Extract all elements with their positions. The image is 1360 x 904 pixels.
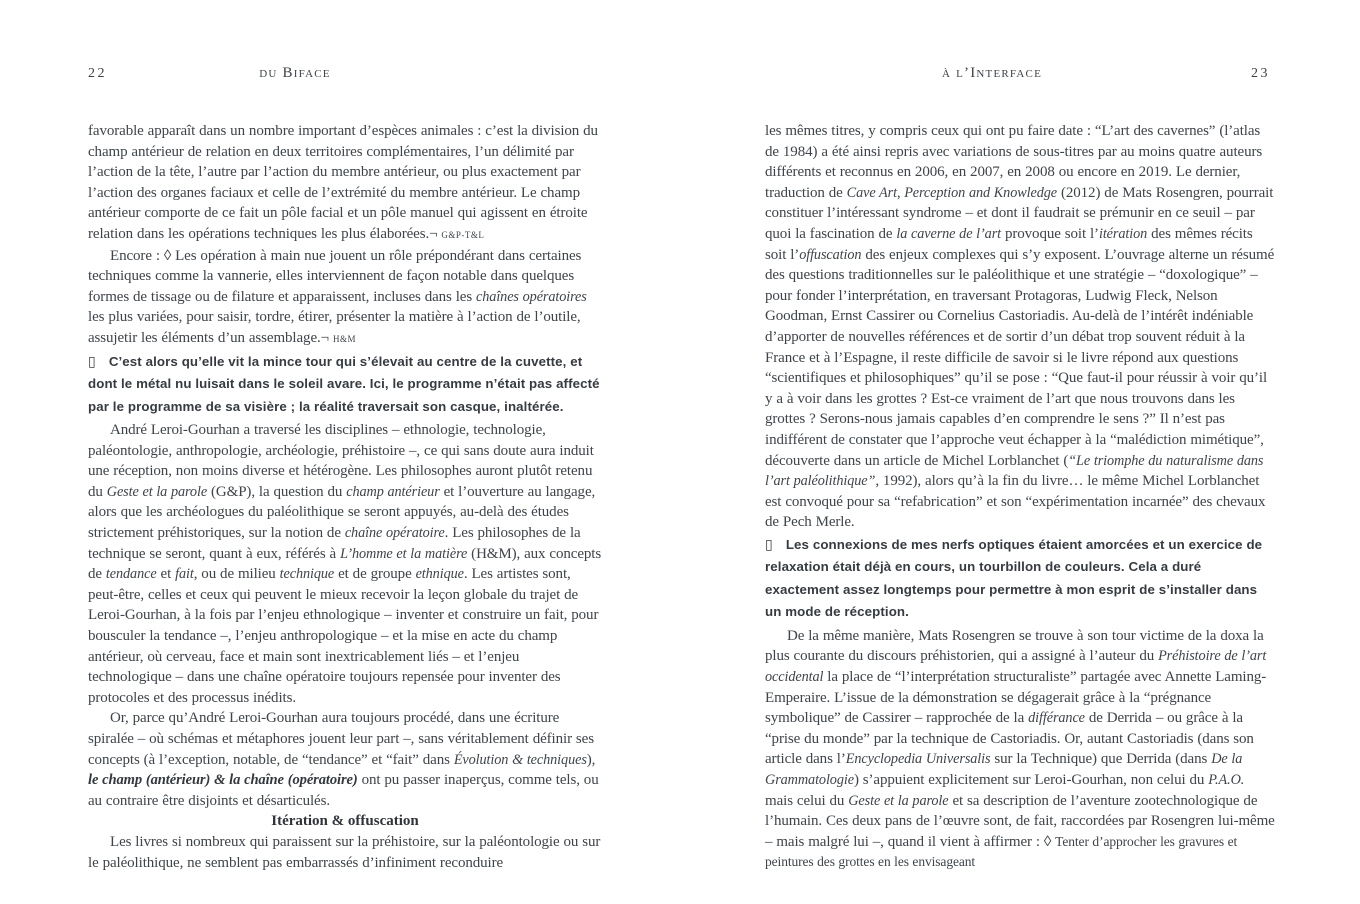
text-segment: provoque soit l’ <box>1001 225 1099 242</box>
lozenge-icon: ◊ <box>1043 833 1056 850</box>
text-segment: (2012) de Mats Rosengren, pourrait constituer l’intéressant syndrome – et dont il faudrait se prémunir en ce seuil – par quoi la fascination de <box>765 184 1274 242</box>
end-mark-icon: ¬ <box>320 329 333 346</box>
text-segment: et <box>156 566 176 583</box>
lozenge-icon: ◊ <box>163 247 176 264</box>
text-segment: des mêmes récits soit l’ <box>765 225 1253 263</box>
text-segment: et l’ouverture au langage, alors que les archéologues du paléolithique se seront appuyés, au-delà des études strictement préhistoriques, sur la notion de <box>88 483 596 541</box>
end-mark-icon: ¬ <box>429 225 442 242</box>
text-segment: De la Grammatologie <box>765 751 1243 789</box>
text-column-left <box>88 121 602 874</box>
text-segment: le champ (antérieur) & la chaîne (opératoire) <box>88 772 358 789</box>
text-segment: ont pu passer inaperçus, comme tels, ou au contraire être disjoints et désarticulés. <box>88 772 599 809</box>
source-abbreviation: H&M <box>332 333 356 344</box>
text-segment: . Les artistes sont, peut-être, celles et ceux qui peuvent le mieux recevoir la leçon globale du trajet de Leroi-Gourhan, à la fois par l’enjeu ethnologique – inventer et construire un fait, pour bousculer la tendance –, l’enjeu anthropologique – et la mise en acte du champ antérieur, où cerveau, face et main sont inextricablement liés – et l’enjeu technologique – dans une chaîne opératoire toujours repensée pour inventer des protocoles et des processus inédits. <box>88 566 599 706</box>
text-segment: chaîne opératoire <box>344 525 445 541</box>
text-segment: Encyclopedia Universalis <box>845 751 991 768</box>
text-segment: et de groupe <box>334 566 416 583</box>
text-segment: la caverne de l’art <box>896 225 1002 242</box>
running-head-left: du Biface <box>259 65 331 81</box>
text-segment: “Le triomphe du naturalisme dans l’art paléolithique” <box>765 452 1264 490</box>
text-segment: Préhistoire de l’art occidental <box>765 648 1267 686</box>
text-segment: des enjeux complexes qui s’y exposent. L’ouvrage alterne un résumé des questions traditionnelles sur le paléolithique et une stratégie – “doxologique” – pour fonder l’interprétation, en traversant Protagoras, Ludwig Fleck, Nelson Goodman, Ernst Cassirer ou Cornelius Castoriadis. Au-delà de l’intérêt indéniable d’apporter de nouvelles références et de sortir d’un débat trop souvent réduit à la France et à l’Espagne, il reste difficile de savoir si le livre répond aux questions “scientifiques et philosophiques” qu’il se pose : “Que faut-il pour réussir à voir qu’il y a à voir dans les grottes ? Est-ce vraiment de l’art que nous trouvons dans les grottes ? Serons-nous jamais capables d’en comprendre le sens ?” Il n’est pas indifférent de constater que l’approche veut échapper à la “malédiction mimétique”, découverte dans un article de Michel Lorblanchet ( <box>765 246 1275 469</box>
text-segment: Encore : <box>110 247 164 264</box>
quote-marker-icon: ▯ <box>765 536 773 553</box>
text-segment: L’homme et la matière <box>340 545 468 562</box>
body-paragraph <box>88 246 602 350</box>
text-segment: ethnique <box>415 566 464 583</box>
text-segment: Les livres si nombreux qui paraissent sur la préhistoire, sur la paléontologie ou sur le paléolithique, ne semblent pas embarrassés d’infiniment reconduire <box>88 834 601 871</box>
body-paragraph <box>765 121 1275 533</box>
text-segment: itération <box>1098 225 1148 242</box>
text-segment: . Les philosophes de la technique se seront, quant à eux, référés à <box>88 525 581 562</box>
body-paragraph <box>765 626 1275 873</box>
text-segment: offuscation <box>799 246 862 263</box>
text-segment: les mêmes titres, y compris ceux qui ont pu faire date : “L’art des cavernes” (l’atlas de 1984) a été ainsi repris avec variations de sous-titres par au moins quatre auteurs différents et reconnus en 2006, en 2007, en 2008 ou encore en 2019. Le dernier, traduction de <box>765 123 1263 201</box>
page-number-left: 22 <box>88 66 107 81</box>
text-segment: ) s’appuient explicitement sur Leroi-Gourhan, non celui du <box>853 772 1209 789</box>
text-segment: Geste et la parole <box>106 483 208 500</box>
machine-quote-paragraph <box>88 351 602 419</box>
text-segment: favorable apparaît dans un nombre important d’espèces animales : c’est la division du champ antérieur de relation en deux territoires complémentaires, l’un délimité par l’action de la tête, l’autre par l’action du membre antérieur, ou plus exactement par l’action des organes faciaux et celle de l’extrémité du membre antérieur. Le champ antérieur comporte de ce fait un pôle facial et un pôle manuel qui agissent en étroite relation dans les opérations techniques les plus élaborées. <box>88 123 598 242</box>
text-segment: De la même manière, Mats Rosengren se trouve à son tour victime de la doxa la plus courante du discours préhistorien, qui a assigné à l’auteur du <box>765 627 1264 665</box>
text-segment: et sa description de l’aventure zootechnologique de l’humain. Ces deux pans de l’œuvre sont, de fait, raccordées par Rosengren lui-même – mais malgré lui –, quand il vient à affirmer : <box>765 792 1275 850</box>
source-abbreviation: G&P-T&L <box>441 229 485 240</box>
section-heading <box>88 811 602 832</box>
text-segment: Geste et la parole <box>848 792 949 809</box>
text-segment: de Derrida – ou grâce à la “prise du monde” par la technique de Castoriadis. Or, autant Castoriadis (dans son article dans l’ <box>765 710 1254 768</box>
text-segment: , ou de milieu <box>193 566 280 583</box>
text-segment: différance <box>1028 710 1085 727</box>
text-segment: champ antérieur <box>346 483 440 500</box>
text-segment: la place de “l’interprétation structuraliste” partagée avec Annette Laming-Emperaire. L’issue de la démonstration se dégagerait grâce à la “prégnance symbolique” de Cassirer – rapprochée de la <box>765 669 1267 727</box>
text-segment: chaînes opératoires <box>476 288 587 305</box>
body-paragraph <box>88 832 602 873</box>
body-paragraph <box>88 121 602 246</box>
text-segment: Évolution & techniques <box>453 751 587 768</box>
text-segment: mais celui du <box>765 792 849 809</box>
text-segment: ), <box>586 751 596 768</box>
text-segment: André Leroi-Gourhan a traversé les disciplines – ethnologie, technologie, paléontologie, anthropologie, archéologie, préhistoire –, ce qui sans doute aura induit une réception, non moins diverse et hétérogène. Les philosophes auront plutôt retenu du <box>88 422 594 500</box>
text-segment: fait <box>175 566 194 583</box>
text-segment: C’est alors qu’elle vit la mince tour qui s’élevait au centre de la cuvette, et dont le métal nu luisait dans le soleil avare. Ici, le programme n’était pas affecté par le programme de sa visière ; la réalité traversait son casque, inaltérée. <box>88 353 600 414</box>
text-segment: , 1992), alors qu’à la fin du livre… le même Michel Lorblanchet est convoqué pour sa “refabrication” et son “expérimentation incarnée” des chevaux de Pech Merle. <box>765 473 1266 531</box>
text-segment: Tenter d’approcher les gravures et peintures des grottes en les envisageant <box>765 833 1238 870</box>
text-segment: (G&P), la question du <box>207 483 347 500</box>
text-column-right <box>765 121 1275 873</box>
quote-marker-icon: ▯ <box>88 353 96 370</box>
text-segment: Or, parce qu’André Leroi-Gourhan aura toujours procédé, dans une écriture spiralée – où schémas et métaphores jouent leur part –, sans véritablement définir ses concepts (à l’exception, notable, de “tendance” et “fait” dans <box>88 710 594 768</box>
page-number-right: 23 <box>1251 66 1270 81</box>
text-segment: Les connexions de mes nerfs optiques étaient amorcées et un exercice de relaxation était déjà en cours, un tourbillon de couleurs. Cela a duré exactement assez longtemps pour permettre à mon esprit de s’installer dans un mode de réception. <box>765 536 1263 620</box>
text-segment: P.A.O. <box>1208 772 1245 789</box>
running-head-right: à l’Interface <box>941 65 1043 81</box>
text-segment: sur la Technique) que Derrida (dans <box>990 751 1212 768</box>
text-segment: Itération & offuscation <box>271 813 419 830</box>
machine-quote-paragraph <box>765 534 1275 624</box>
text-segment: Les opération à main nue jouent un rôle prépondérant dans certaines techniques comme la vannerie, elles interviennent de façon notable dans quelques formes de tissage ou de filature et apparaissent, incluses dans les <box>88 247 582 305</box>
text-segment: les plus variées, pour saisir, tordre, étirer, présenter la matière à l’action de l’outile, assujetir les éléments d’un assemblage. <box>88 309 581 346</box>
text-segment: technique <box>279 566 335 583</box>
body-paragraph <box>88 708 602 811</box>
text-segment: (H&M), aux concepts de <box>88 545 602 583</box>
text-segment: tendance <box>105 566 157 583</box>
body-paragraph <box>88 420 602 708</box>
text-segment: Cave Art, Perception and Knowledge <box>846 184 1057 201</box>
